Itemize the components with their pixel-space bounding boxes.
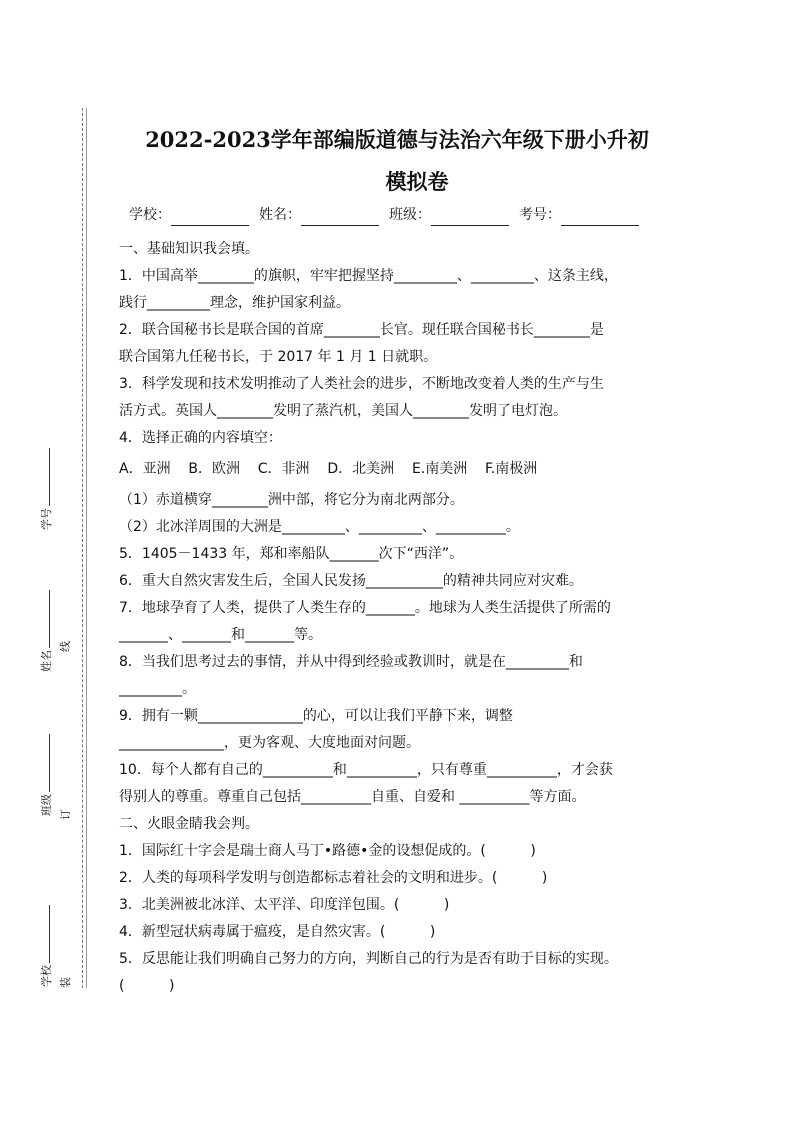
school-field[interactable]: 学校：	[129, 204, 249, 226]
option-list: A．亚洲 B．欧洲 C．非洲 D．北美洲 E.南美洲 F.南极洲	[119, 461, 538, 477]
judgement-line: 2．人类的每项科学发明与创造都标志着社会的文明和进步。( )	[119, 870, 548, 886]
side-label-student-id: 学号	[40, 448, 53, 530]
cut-line-dashed	[82, 108, 83, 988]
judgement-line: 3．北美洲被北冰洋、太平洋、印度洋包围。( )	[119, 897, 450, 913]
question-line: 6．重大自然灾害发生后，全国人民发扬___________的精神共同应对灾难。	[119, 573, 583, 589]
judgement-line: ( )	[119, 978, 175, 994]
exam-number-field[interactable]: 考号：	[519, 204, 639, 226]
cut-mark-line: 线	[59, 641, 72, 652]
judgement-line: 1．国际红十字会是瑞士商人马丁•路德•金的设想促成的。( )	[119, 843, 536, 859]
binding-margin	[0, 0, 100, 1123]
question-line: 得别人的尊重。尊重自己包括__________自重、自爱和 __________等方面。	[119, 789, 586, 805]
question-line: 7．地球孕育了人类，提供了人类生存的_______。地球为人类生活提供了所需的	[119, 600, 611, 616]
section-heading: 二、火眼金睛我会判。	[119, 816, 259, 832]
question-line: _______________，更为客观、大度地面对问题。	[119, 735, 420, 751]
cut-mark-staple: 装	[59, 977, 72, 988]
question-line: 3．科学发现和技术发明推动了人类社会的进步，不断地改变着人类的生产与生	[119, 376, 604, 392]
exam-title: 2022-2023学年部编版道德与法治六年级下册小升初	[145, 127, 649, 152]
exam-content	[119, 120, 675, 1000]
side-label-name: 姓名	[40, 590, 53, 672]
section-heading: 一、基础知识我会填。	[119, 241, 259, 257]
cut-line-solid	[86, 108, 87, 988]
question-line: _______、_______和_______等。	[119, 627, 322, 643]
cut-mark-bind: 订	[59, 809, 72, 820]
side-label-school: 学校	[40, 905, 53, 987]
judgement-line: 4．新型冠状病毒属于瘟疫，是自然灾害。( )	[119, 924, 436, 940]
question-line: 5．1405－1433 年，郑和率船队_______次下“西洋”。	[119, 546, 464, 562]
question-line: 2．联合国秘书长是联合国的首席________长官。现任联合国秘书长________是	[119, 322, 604, 338]
question-line: （1）赤道横穿________洲中部，将它分为南北两部分。	[119, 492, 464, 508]
question-line: 4．选择正确的内容填空：	[119, 430, 282, 446]
question-line: 活方式。英国人________发明了蒸汽机，美国人________发明了电灯泡。	[119, 403, 567, 419]
side-label-class: 班级	[40, 734, 53, 816]
question-line: 联合国第九任秘书长，于 2017 年 1 月 1 日就职。	[119, 349, 438, 365]
student-info-row	[119, 204, 675, 226]
question-line: 1．中国高举________的旗帜，牢牢把握坚持_________、_________、这条主线，	[119, 268, 618, 284]
class-field[interactable]: 班级：	[389, 204, 509, 226]
judgement-line: 5．反思能让我们明确自己努力的方向，判断自己的行为是否有助于目标的实现。	[119, 951, 618, 967]
question-line: 践行_________理念，维护国家利益。	[119, 295, 350, 311]
exam-title-line2: 模拟卷	[385, 169, 449, 194]
question-line: 9．拥有一颗_______________的心，可以让我们平静下来，调整	[119, 708, 513, 724]
name-field[interactable]: 姓名：	[259, 204, 379, 226]
question-line: 8．当我们思考过去的事情，并从中得到经验或教训时，就是在_________和	[119, 654, 583, 670]
questions	[119, 236, 675, 1000]
question-line: （2）北冰洋周围的大洲是_________、_________、__________。	[119, 519, 520, 535]
question-line: _________。	[119, 681, 196, 697]
question-line: 10．每个人都有自己的__________和__________，只有尊重__________，才会获	[119, 762, 613, 778]
